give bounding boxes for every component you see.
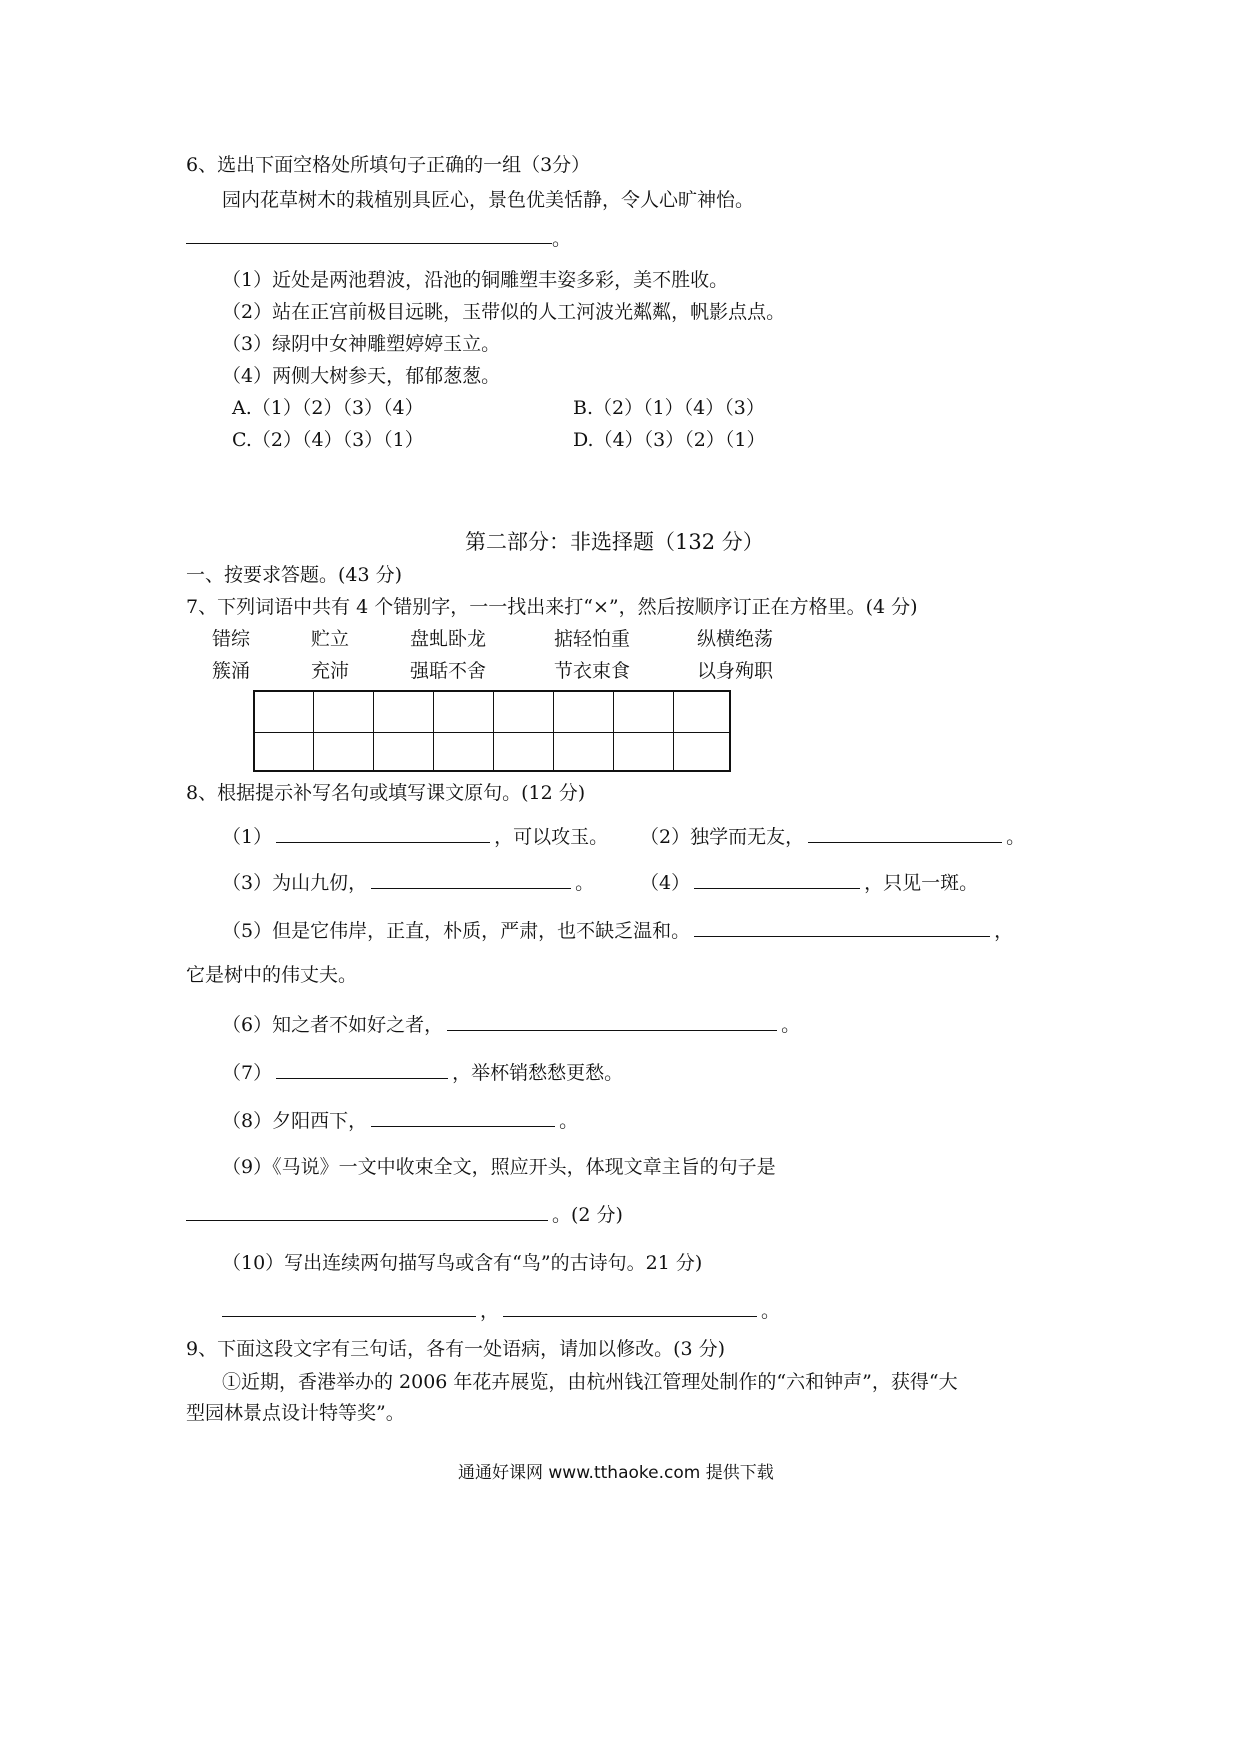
q8-item-6-prefix: （6）知之者不如好之者， xyxy=(222,1014,444,1036)
page-footer: 通通好课网 www.tthaoke.com 提供下载 xyxy=(458,1463,774,1483)
q8-item-10-comma: ， xyxy=(480,1300,500,1322)
q6-heading: 6、选出下面空格处所填句子正确的一组（3分） xyxy=(186,154,591,176)
q8-item-3-blank[interactable] xyxy=(371,868,571,889)
q8-item-8 xyxy=(222,1106,578,1134)
q8-item-4-prefix: （4） xyxy=(640,872,691,894)
q9-passage-line-1: ①近期，香港举办的 2006 年花卉展览，由杭州钱江管理处制作的“六和钟声”，获得“大 xyxy=(222,1371,958,1393)
q8-item-6 xyxy=(222,1010,800,1038)
q6-item-4: （4）两侧大树参天，郁郁葱葱。 xyxy=(222,365,501,387)
grid-col-divider xyxy=(433,692,434,770)
q8-item-10-blank-1[interactable] xyxy=(222,1296,476,1317)
grid-col-divider xyxy=(313,692,314,770)
q8-item-5-continuation: 它是树中的伟丈夫。 xyxy=(186,964,358,986)
q8-item-9-answer xyxy=(186,1200,623,1228)
section-1-heading: 一、按要求答题。(43 分) xyxy=(186,564,403,586)
q8-heading: 8、根据提示补写名句或填写课文原句。(12 分) xyxy=(186,782,586,804)
q6-item-3: （3）绿阴中女神雕塑婷婷玉立。 xyxy=(222,333,501,355)
q7-word[interactable]: 掂轻怕重 xyxy=(554,628,631,650)
q8-item-10: （10）写出连续两句描写鸟或含有“鸟”的古诗句。21 分) xyxy=(222,1252,703,1274)
q8-item-1-prefix: （1） xyxy=(222,826,273,848)
q8-item-6-suffix: 。 xyxy=(781,1014,801,1036)
q8-item-4 xyxy=(640,868,978,896)
grid-col-divider xyxy=(673,692,674,770)
q8-item-1-blank[interactable] xyxy=(276,822,490,843)
q8-item-3 xyxy=(222,868,594,896)
grid-col-divider xyxy=(553,692,554,770)
q7-word[interactable]: 以身殉职 xyxy=(697,660,774,682)
q8-item-7 xyxy=(222,1058,623,1086)
q7-heading: 7、下列词语中共有 4 个错别字，一一找出来打“×”，然后按顺序订正在方格里。(4 分) xyxy=(186,596,918,618)
q8-item-3-suffix: 。 xyxy=(575,872,595,894)
q8-item-10-end: 。 xyxy=(761,1300,781,1322)
grid-col-divider xyxy=(373,692,374,770)
q8-item-9: （9）《马说》一文中收束全文，照应开头，体现文章主旨的句子是 xyxy=(222,1156,776,1178)
q7-word[interactable]: 强聒不舍 xyxy=(410,660,487,682)
q8-item-8-prefix: （8）夕阳西下， xyxy=(222,1110,368,1132)
q8-item-4-suffix: ，只见一斑。 xyxy=(864,872,979,894)
q8-item-7-prefix: （7） xyxy=(222,1062,273,1084)
grid-row-divider xyxy=(255,732,729,733)
q7-word[interactable]: 充沛 xyxy=(311,660,350,682)
grid-col-divider xyxy=(613,692,614,770)
q9-passage-line-2: 型园林景点设计特等奖”。 xyxy=(186,1402,405,1424)
q8-item-3-prefix: （3）为山九仞， xyxy=(222,872,368,894)
q8-item-1-suffix: ，可以攻玉。 xyxy=(494,826,609,848)
q6-blank-end: 。 xyxy=(552,228,572,250)
q6-option-b[interactable]: B.（2）（1）（4）（3） xyxy=(573,397,765,419)
q8-item-2-suffix: 。 xyxy=(1006,826,1026,848)
q7-word[interactable]: 节衣束食 xyxy=(554,660,631,682)
q8-item-5-suffix: ， xyxy=(994,920,1014,942)
part2-title: 第二部分：非选择题（132 分） xyxy=(465,530,764,554)
q7-word[interactable]: 纵横绝荡 xyxy=(697,628,774,650)
q8-item-9-suffix: 。(2 分) xyxy=(552,1204,623,1226)
q8-item-5-blank[interactable] xyxy=(694,916,990,937)
q6-option-c[interactable]: C.（2）（4）（3）（1） xyxy=(232,429,424,451)
q8-item-1 xyxy=(222,822,608,850)
q8-item-5 xyxy=(222,916,1013,944)
q8-item-10-answer xyxy=(222,1296,780,1324)
grid-col-divider xyxy=(493,692,494,770)
q7-word[interactable]: 簇涌 xyxy=(212,660,251,682)
q8-item-10-blank-2[interactable] xyxy=(503,1296,757,1317)
q8-item-9-blank[interactable] xyxy=(186,1200,548,1221)
q8-item-7-blank[interactable] xyxy=(276,1058,448,1079)
q6-option-d[interactable]: D.（4）（3）（2）（1） xyxy=(573,429,766,451)
q8-item-2 xyxy=(640,822,1025,850)
q6-option-a[interactable]: A.（1）（2）（3）（4） xyxy=(232,397,424,419)
q7-word[interactable]: 贮立 xyxy=(311,628,350,650)
q8-item-7-suffix: ，举杯销愁愁更愁。 xyxy=(452,1062,624,1084)
q8-item-6-blank[interactable] xyxy=(447,1010,777,1031)
q8-item-8-suffix: 。 xyxy=(559,1110,579,1132)
q8-item-2-prefix: （2）独学而无友， xyxy=(640,826,805,848)
q8-item-2-blank[interactable] xyxy=(808,822,1002,843)
q7-correction-grid[interactable] xyxy=(253,690,731,772)
q6-item-2: （2）站在正宫前极目远眺，玉带似的人工河波光粼粼，帆影点点。 xyxy=(222,301,786,323)
q6-item-1: （1）近处是两池碧波，沿池的铜雕塑丰姿多彩，美不胜收。 xyxy=(222,269,729,291)
q7-word[interactable]: 错综 xyxy=(212,628,251,650)
q8-item-8-blank[interactable] xyxy=(371,1106,555,1127)
q6-answer-blank[interactable] xyxy=(186,243,552,244)
q8-item-4-blank[interactable] xyxy=(694,868,860,889)
q9-heading: 9、下面这段文字有三句话，各有一处语病，请加以修改。(3 分) xyxy=(186,1338,726,1360)
q7-word[interactable]: 盘虬卧龙 xyxy=(410,628,487,650)
q8-item-5-prefix: （5）但是它伟岸，正直，朴质，严肃，也不缺乏温和。 xyxy=(222,920,691,942)
q6-passage: 园内花草树木的栽植别具匠心，景色优美恬静，令人心旷神怡。 xyxy=(222,189,755,211)
